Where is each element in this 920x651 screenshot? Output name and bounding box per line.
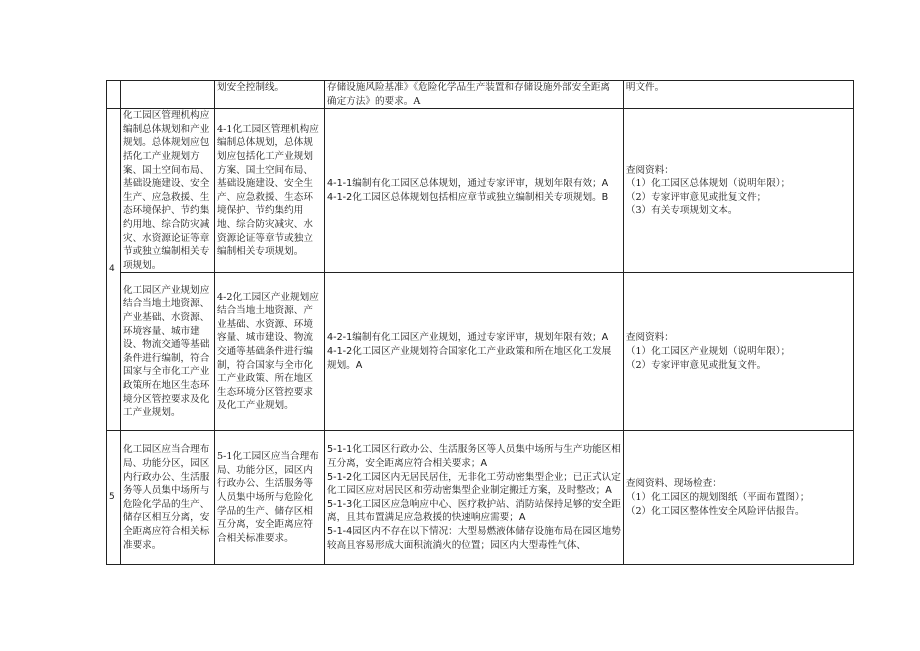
row-number: 4 xyxy=(107,109,121,431)
criteria-line: 离，且其布置满足应急救援的快速响应需要；A xyxy=(327,512,526,524)
criteria-line: 存储设施风险基准》《危险化学品生产装置和存储设施外部安全距离 xyxy=(327,82,611,93)
sub-requirement-cell: 4-1化工园区管理机构应编制总体规划，总体规划应包括化工产业规划方案、国土空间布局、基础设施建设、安全生产、应急救援、生态环境保护、节约集约用地、综合防灾减灾、水资源论证等章节或独立编制相关专项规划。 xyxy=(215,109,325,273)
method-line: 查阅资料： xyxy=(625,332,674,344)
table-row xyxy=(107,431,854,565)
method-line: （1）化工园区产业规划（说明年限）； xyxy=(625,346,791,358)
method-line: 查阅资料： xyxy=(625,164,674,176)
criteria-line: 较高且容易形成大面积流淌火的位置；园区内大型毒性气体、 xyxy=(327,539,587,551)
requirement-cell xyxy=(121,81,215,109)
row-number: 5 xyxy=(107,431,121,565)
method-line: （2）专家评审意见或批复文件。 xyxy=(625,359,767,371)
criteria-line: 4-1-2化工园区总体规划包括相应章节或独立编制相关专项规划。B xyxy=(327,191,609,203)
criteria-line: 确定方法》的要求。A xyxy=(327,95,421,107)
method-cell: 明文件。 xyxy=(623,81,853,109)
criteria-line: 5-1-1化工园区行政办公、生活服务区等人员集中场所与生产功能区相 xyxy=(327,444,621,456)
criteria-line: 化工园区应对居民区和劳动密集型企业制定搬迁方案，及时整改；A xyxy=(327,485,612,497)
method-line: （3）有关专项规划文本。 xyxy=(625,205,738,217)
requirement-cell: 化工园区管理机构应编制总体规划和产业规划。总体规划应包括化工产业规划方案、国土空间布局、基础设施建设、安全生产、应急救援、生态环境保护、节约集约用地、综合防灾减灾、水资源论证等章节或独立编制相关专项规划。 xyxy=(121,109,215,273)
method-line: （1）化工园区总体规划（说明年限）； xyxy=(625,178,791,190)
requirement-cell: 化工园区应当合理布局、功能分区，园区内行政办公、生活服务等人员集中场所与危险化学品的生产、储存区相互分离，安全距离应符合相关标准要求。 xyxy=(121,431,215,565)
criteria-cell xyxy=(325,273,624,431)
method-cell xyxy=(623,109,853,273)
criteria-cell xyxy=(325,109,624,273)
table-row xyxy=(107,273,854,431)
criteria-line: 4-1-2化工园区产业规划符合国家化工产业政策和所在地区化工发展 xyxy=(327,346,612,358)
method-line: （2）专家评审意见或批复文件； xyxy=(625,191,767,203)
criteria-line: 5-1-2化工园区内无居民居住，无非化工劳动密集型企业；已正式认定 xyxy=(327,471,621,483)
criteria-line: 4-2-1编制有化工园区产业规划，通过专家评审，规划年限有效；A xyxy=(327,332,609,344)
sub-requirement-cell: 4-2化工园区产业规划应结合当地土地资源、产业基础、水资源、环境容量、城市建设、物流交通等基础条件进行编制，符合国家与全市化工产业政策、所在地区生态环境分区管控要求及化工产业规划。 xyxy=(215,273,325,431)
requirements-table xyxy=(106,80,854,565)
criteria-line: 规划。A xyxy=(327,359,363,371)
criteria-cell xyxy=(325,431,624,565)
sub-requirement-cell: 划安全控制线。 xyxy=(215,81,325,109)
table-row xyxy=(107,81,854,109)
criteria-line: 互分离，安全距离应符合相关要求；A xyxy=(327,458,488,470)
method-cell xyxy=(623,273,853,431)
criteria-line: 4-1-1编制有化工园区总体规划，通过专家评审，规划年限有效；A xyxy=(327,178,609,190)
criteria-cell xyxy=(325,81,624,109)
criteria-line: 5-1-4园区内不存在以下情况：大型易燃液体储存设施布局在园区地势 xyxy=(327,526,621,537)
sub-requirement-cell: 5-1化工园区应当合理布局、功能分区，园区内行政办公、生活服务等人员集中场所与危险化学品的生产、储存区相互分离，安全距离应符合相关标准要求。 xyxy=(215,431,325,565)
method-line: 查阅资料、现场检查： xyxy=(625,478,722,490)
method-line: （1）化工园区的规划图纸（平面布置图）； xyxy=(625,492,810,504)
criteria-line: 5-1-3化工园区应急响应中心、医疗救护站、消防站保持足够的安全距 xyxy=(327,498,621,510)
number-cell xyxy=(107,81,121,109)
method-line: （2）化工园区整体性安全风险评估报告。 xyxy=(625,505,805,517)
table-row xyxy=(107,109,854,273)
method-cell xyxy=(623,431,853,565)
requirement-cell: 化工园区产业规划应结合当地土地资源、产业基础、水资源、环境容量、城市建设、物流交通等基础条件进行编制，符合国家与全市化工产业政策所在地区生态环境分区管控要求及化工产业规划。 xyxy=(121,273,215,431)
